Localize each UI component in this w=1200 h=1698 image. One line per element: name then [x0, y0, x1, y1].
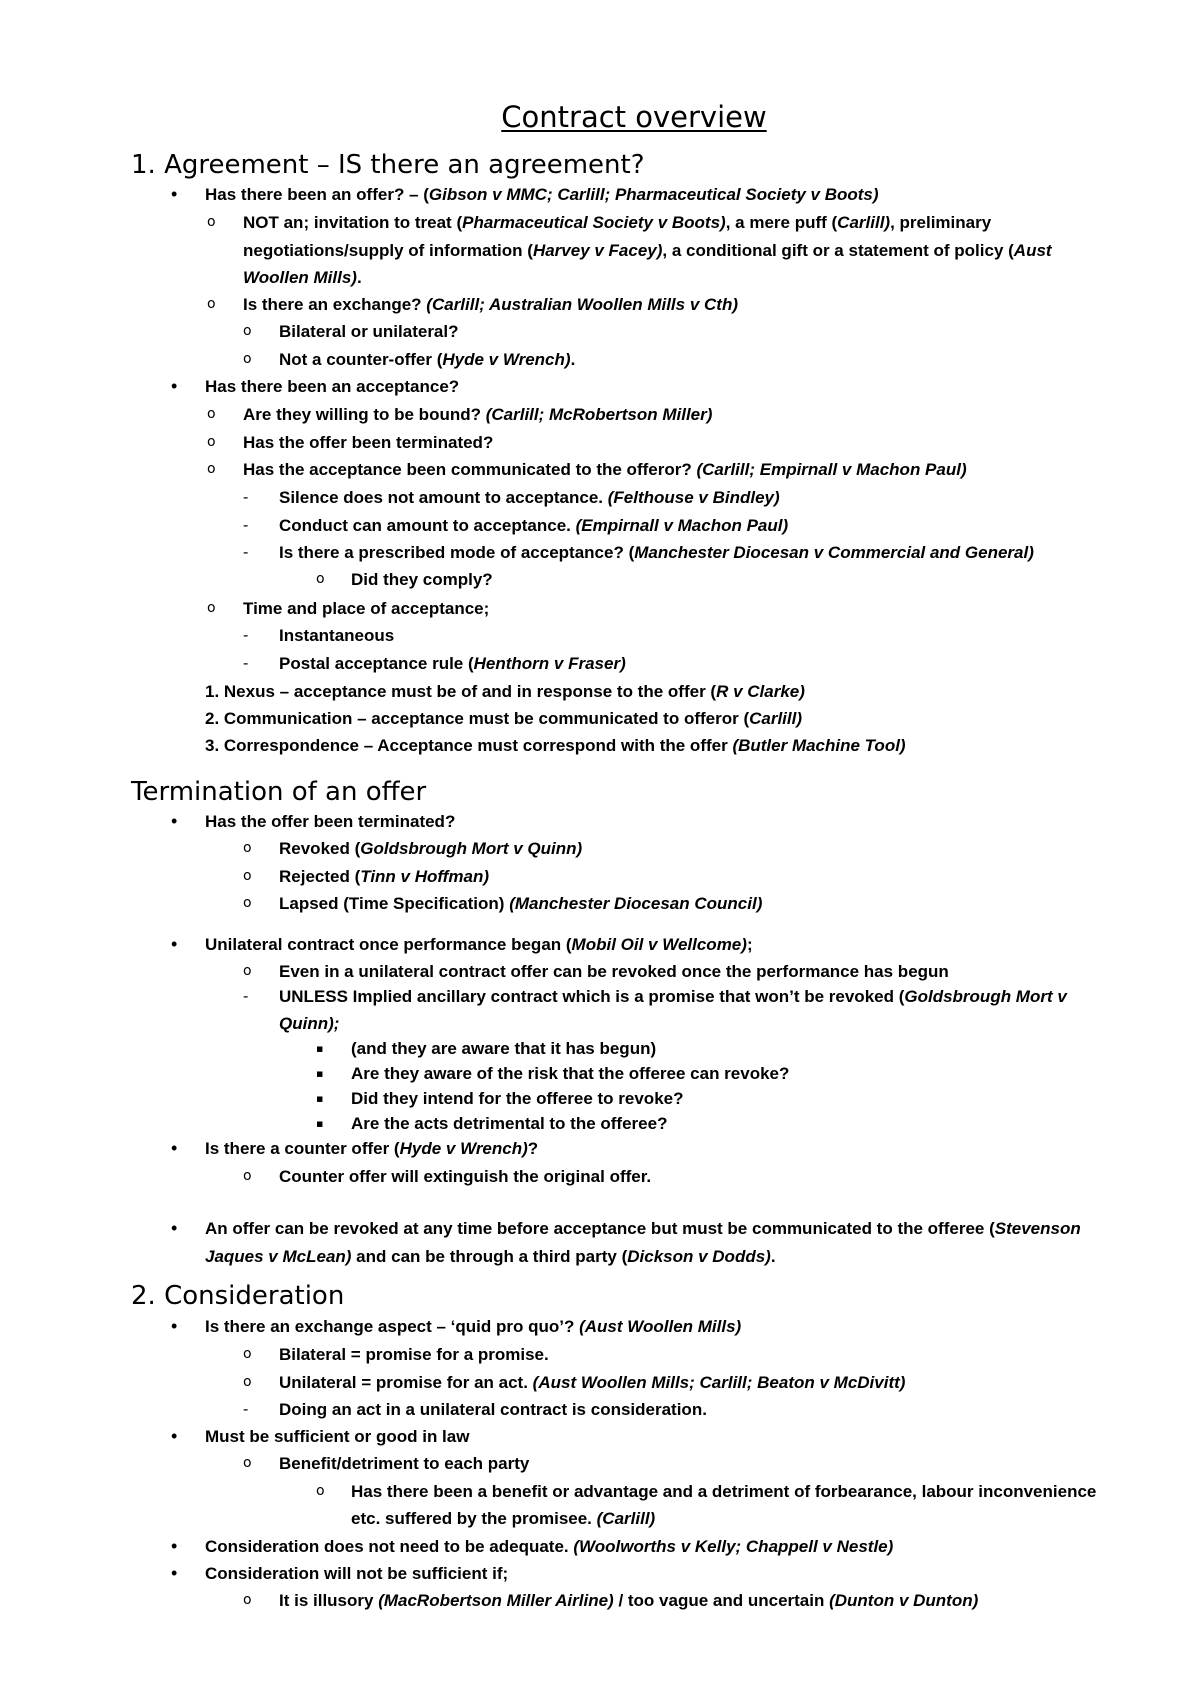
list-item	[205, 705, 802, 732]
case-citation: Aust	[1013, 241, 1052, 260]
list-item-text: , a mere puff (	[725, 213, 838, 232]
list-item-text: Unilateral contract once performance began (	[205, 935, 572, 954]
list-marker-circle: o	[243, 963, 252, 979]
list-item-text: Is there a prescribed mode of acceptance? (	[279, 543, 635, 562]
list-item	[351, 1060, 789, 1087]
case-citation: Harvey v Facey)	[532, 241, 663, 260]
list-item	[243, 401, 712, 428]
case-citation: Goldsbrough Mort v	[904, 987, 1067, 1006]
case-citation: Woollen Mills)	[243, 268, 357, 287]
case-citation: (Aust Woollen Mills)	[579, 1317, 742, 1336]
list-marker-circle: o	[243, 1168, 252, 1184]
list-item-text: Are the acts detrimental to the offeree?	[351, 1114, 668, 1133]
list-marker-circle: o	[243, 1346, 252, 1362]
list-item	[205, 732, 906, 759]
list-item-text: Even in a unilateral contract offer can be revoked once the performance has begun	[279, 962, 949, 981]
case-citation: R v Clarke)	[716, 682, 805, 701]
list-item	[279, 512, 788, 539]
list-marker-circle: o	[243, 1592, 252, 1608]
list-item	[243, 456, 967, 483]
case-citation: Tinn v Hoffman)	[360, 867, 490, 886]
list-marker-square: ▪	[316, 1092, 324, 1105]
list-marker-circle: o	[243, 868, 252, 884]
list-item-text: / too vague and uncertain	[613, 1591, 830, 1610]
list-item	[351, 1478, 1096, 1505]
list-item	[205, 931, 753, 958]
list-marker-circle: o	[243, 1374, 252, 1390]
list-item-text: Has there been a benefit or advantage and a detriment of forbearance, labour inconvenience	[351, 1482, 1097, 1501]
list-item	[205, 808, 455, 835]
case-citation: Carlill)	[837, 213, 891, 232]
list-item	[279, 890, 762, 917]
list-item-text: An offer can be revoked at any time before acceptance but must be communicated to the offeree (	[205, 1219, 995, 1238]
list-item	[279, 835, 582, 862]
list-item	[279, 650, 626, 677]
list-marker-circle: o	[316, 1483, 325, 1499]
case-citation: Pharmaceutical Society v Boots)	[462, 213, 726, 232]
list-marker-circle: o	[316, 571, 325, 587]
list-item-text: Time and place of acceptance;	[243, 599, 490, 618]
list-item	[279, 1450, 529, 1477]
list-item-text: Lapsed (Time Specification)	[279, 894, 510, 913]
list-item	[205, 181, 879, 208]
list-item-text: Did they comply?	[351, 570, 493, 589]
list-item	[243, 429, 493, 456]
list-item-text: etc. suffered by the promisee.	[351, 1509, 597, 1528]
case-citation: Stevenson	[994, 1219, 1081, 1238]
list-item	[351, 566, 493, 593]
list-item	[279, 1163, 651, 1190]
list-item-text: , a conditional gift or a statement of policy (	[662, 241, 1014, 260]
case-citation: Hyde v Wrench)	[442, 350, 571, 369]
case-citation: Gibson v MMC; Carlill; Pharmaceutical Society v Boots)	[428, 185, 879, 204]
list-item-text: Must be sufficient or good in law	[205, 1427, 470, 1446]
list-marker-dash: -	[243, 489, 249, 506]
case-citation: (Manchester Diocesan Council)	[509, 894, 763, 913]
list-item-text: Did they intend for the offeree to revoke?	[351, 1089, 684, 1108]
case-citation: Goldsbrough Mort v Quinn)	[360, 839, 583, 858]
case-citation: (Carlill; McRobertson Miller)	[485, 405, 713, 424]
list-marker-dash: -	[243, 988, 249, 1005]
case-citation: Hyde v Wrench)	[399, 1139, 528, 1158]
list-item-text: Bilateral or unilateral?	[279, 322, 459, 341]
case-citation: (Butler Machine Tool)	[732, 736, 906, 755]
case-citation: (Carlill)	[596, 1509, 656, 1528]
list-item-text: Counter offer will extinguish the original offer.	[279, 1167, 652, 1186]
list-item-text: Is there an exchange aspect – ‘quid pro quo’?	[205, 1317, 580, 1336]
case-citation: Quinn);	[279, 1014, 340, 1033]
list-item	[243, 291, 738, 318]
case-citation: (Carlill; Empirnall v Machon Paul)	[696, 460, 967, 479]
list-marker-dash: -	[243, 655, 249, 672]
list-marker-circle: o	[243, 323, 252, 339]
list-item-text: Unilateral = promise for an act.	[279, 1373, 533, 1392]
list-item-text: Doing an act in a unilateral contract is consideration.	[279, 1400, 707, 1419]
list-item	[279, 1396, 707, 1423]
case-citation: (Empirnall v Machon Paul)	[575, 516, 789, 535]
list-item	[243, 209, 991, 236]
list-marker-square: ▪	[316, 1042, 324, 1055]
list-item-text: It is illusory	[279, 1591, 379, 1610]
list-marker-bullet: •	[171, 1316, 178, 1336]
list-item	[279, 958, 949, 985]
list-item	[205, 1560, 508, 1587]
case-citation: (Carlill; Australian Woollen Mills v Cth)	[426, 295, 738, 314]
case-citation: (Woolworths v Kelly; Chappell v Nestle)	[573, 1537, 894, 1556]
list-marker-bullet: •	[171, 1218, 178, 1238]
list-item-text: .	[770, 1247, 776, 1266]
case-citation: Carlill)	[749, 709, 803, 728]
list-marker-bullet: •	[171, 1138, 178, 1158]
list-item-text: (and they are aware that it has begun)	[351, 1039, 657, 1058]
list-marker-circle: o	[243, 351, 252, 367]
list-marker-square: ▪	[316, 1117, 324, 1130]
list-item-text: NOT an; invitation to treat (	[243, 213, 463, 232]
list-marker-circle: o	[207, 434, 216, 450]
list-item-text: Consideration will not be sufficient if;	[205, 1564, 509, 1583]
list-item-text: Not a counter-offer (	[279, 350, 443, 369]
list-marker-circle: o	[207, 214, 216, 230]
list-item	[279, 1010, 339, 1037]
list-item	[243, 595, 489, 622]
list-item-text: Revoked (	[279, 839, 361, 858]
list-item-text: Has there been an offer? – (	[205, 185, 429, 204]
list-marker-circle: o	[243, 840, 252, 856]
list-item	[279, 484, 780, 511]
case-citation: (Felthouse v Bindley)	[607, 488, 780, 507]
case-citation: Dickson v Dodds)	[627, 1247, 771, 1266]
list-item-text: Has the acceptance been communicated to the offeror?	[243, 460, 697, 479]
list-item-text: Instantaneous	[279, 626, 395, 645]
list-item-text: Are they aware of the risk that the offeree can revoke?	[351, 1064, 790, 1083]
list-item-text: Has the offer been terminated?	[205, 812, 456, 831]
case-citation: Henthorn v Fraser)	[473, 654, 626, 673]
list-marker-dash: -	[243, 1401, 249, 1418]
list-item-text: 1. Nexus – acceptance must be of and in response to the offer (	[205, 682, 717, 701]
list-marker-circle: o	[243, 1455, 252, 1471]
list-item	[205, 1215, 1081, 1242]
list-item	[205, 1313, 741, 1340]
list-marker-bullet: •	[171, 1536, 178, 1556]
list-item-text: 2. Communication – acceptance must be communicated to offeror (	[205, 709, 750, 728]
list-marker-circle: o	[207, 406, 216, 422]
list-marker-square: ▪	[316, 1067, 324, 1080]
list-marker-dash: -	[243, 544, 249, 561]
list-item-text: Are they willing to be bound?	[243, 405, 486, 424]
case-citation: (Dunton v Dunton)	[829, 1591, 979, 1610]
list-item	[351, 1035, 656, 1062]
list-item-text: Conduct can amount to acceptance.	[279, 516, 576, 535]
list-item-text: Benefit/detriment to each party	[279, 1454, 530, 1473]
page-title: Contract overview	[501, 100, 767, 134]
list-marker-bullet: •	[171, 811, 178, 831]
list-item-text: Has there been an acceptance?	[205, 377, 460, 396]
list-item-text: Silence does not amount to acceptance.	[279, 488, 608, 507]
list-item-text: Rejected (	[279, 867, 361, 886]
list-item	[351, 1085, 684, 1112]
list-item	[279, 1341, 549, 1368]
list-marker-circle: o	[207, 600, 216, 616]
list-item-text: UNLESS Implied ancillary contract which is a promise that won’t be revoked (	[279, 987, 905, 1006]
list-item	[243, 264, 362, 291]
list-item	[205, 1243, 776, 1270]
list-item-text: .	[356, 268, 362, 287]
list-item	[279, 863, 489, 890]
list-marker-bullet: •	[171, 934, 178, 954]
list-marker-bullet: •	[171, 184, 178, 204]
section-heading-consideration: 2. Consideration	[131, 1281, 345, 1311]
list-marker-bullet: •	[171, 376, 178, 396]
case-citation: (Aust Woollen Mills; Carlill; Beaton v McDivitt)	[532, 1373, 906, 1392]
list-item-text: ;	[746, 935, 753, 954]
list-item-text: Is there an exchange?	[243, 295, 427, 314]
list-marker-circle: o	[207, 296, 216, 312]
case-citation: Jaques v McLean)	[205, 1247, 352, 1266]
list-marker-circle: o	[207, 461, 216, 477]
list-item-text: and can be through a third party (	[351, 1247, 628, 1266]
list-marker-dash: -	[243, 517, 249, 534]
list-marker-dash: -	[243, 627, 249, 644]
list-item	[279, 318, 459, 345]
case-citation: (MacRobertson Miller Airline)	[378, 1591, 614, 1610]
list-item-text: negotiations/supply of information (	[243, 241, 533, 260]
case-citation: Manchester Diocesan v Commercial and General)	[634, 543, 1034, 562]
list-item	[279, 1587, 978, 1614]
section-heading-termination: Termination of an offer	[131, 777, 427, 807]
list-item-text: Has the offer been terminated?	[243, 433, 494, 452]
list-item-text: Is there a counter offer (	[205, 1139, 400, 1158]
list-item	[205, 1423, 469, 1450]
list-marker-circle: o	[243, 895, 252, 911]
list-item-text: 3. Correspondence – Acceptance must correspond with the offer	[205, 736, 733, 755]
list-item	[351, 1505, 655, 1532]
list-marker-bullet: •	[171, 1563, 178, 1583]
list-item	[279, 1369, 905, 1396]
list-item	[205, 373, 459, 400]
list-item-text: Postal acceptance rule (	[279, 654, 474, 673]
list-item	[279, 983, 1067, 1010]
list-item-text: , preliminary	[890, 213, 992, 232]
list-item-text: ?	[527, 1139, 539, 1158]
list-item	[279, 622, 394, 649]
list-item-text: Consideration does not need to be adequate.	[205, 1537, 574, 1556]
list-marker-bullet: •	[171, 1426, 178, 1446]
list-item-text: .	[570, 350, 576, 369]
list-item	[205, 1533, 893, 1560]
section-heading-agreement: 1. Agreement – IS there an agreement?	[131, 150, 645, 180]
list-item	[243, 237, 1052, 264]
list-item-text: Bilateral = promise for a promise.	[279, 1345, 549, 1364]
list-item	[205, 678, 805, 705]
case-citation: Mobil Oil v Wellcome)	[571, 935, 747, 954]
list-item	[279, 539, 1034, 566]
list-item	[205, 1135, 538, 1162]
list-item	[351, 1110, 667, 1137]
list-item	[279, 346, 575, 373]
